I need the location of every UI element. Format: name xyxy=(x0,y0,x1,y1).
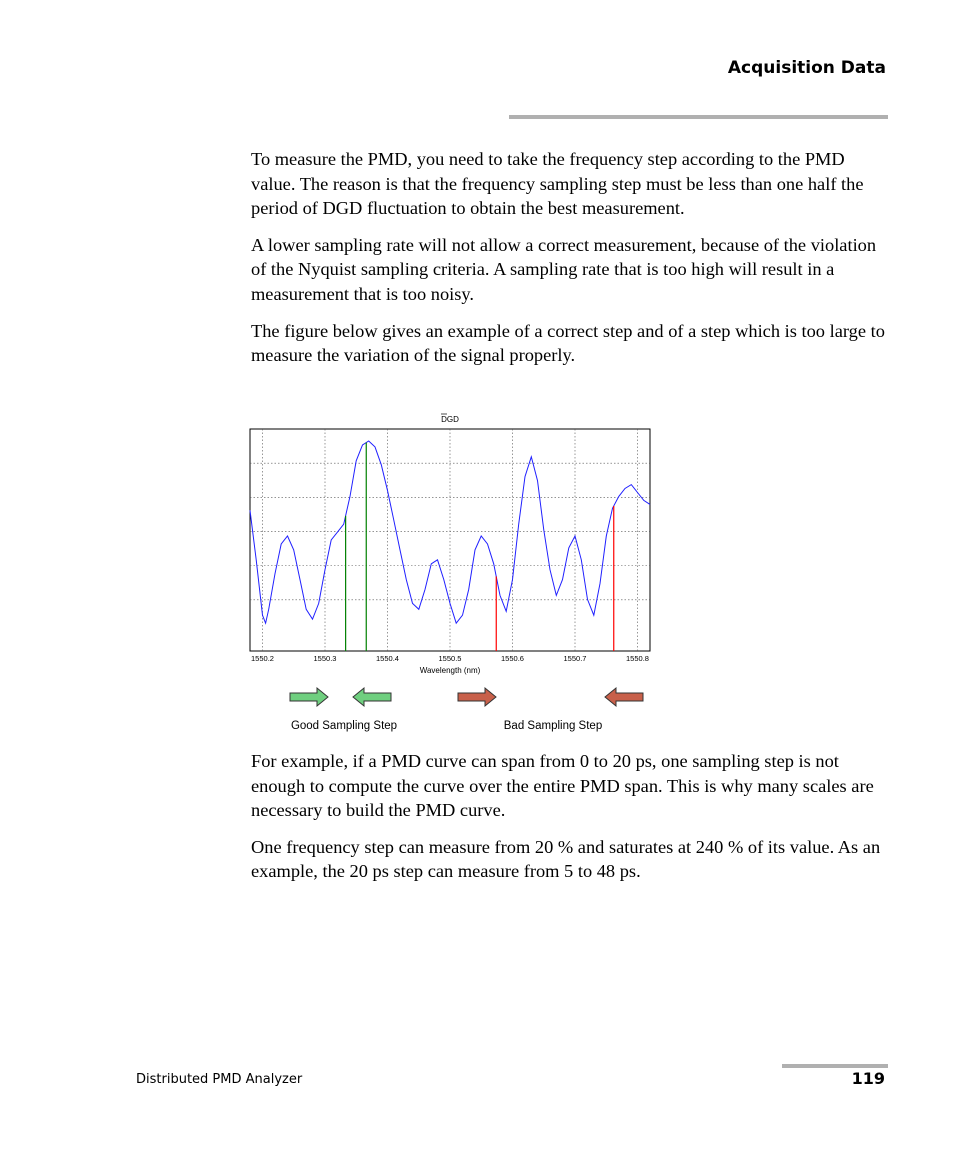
good-left-arrow-icon xyxy=(353,688,391,706)
good-right-arrow-icon xyxy=(290,688,328,706)
x-axis xyxy=(251,654,649,663)
x-tick-label: 1550.8 xyxy=(626,654,649,663)
x-tick-label: 1550.2 xyxy=(251,654,274,663)
dgd-chart xyxy=(244,410,656,740)
footer-document-title: Distributed PMD Analyzer xyxy=(136,1072,303,1087)
text-after-figure xyxy=(251,749,887,896)
paragraph: One frequency step can measure from 20 % and saturates at 240 % of its value. As an example, the 20 ps step can measure from 5 to 48 ps. xyxy=(251,836,881,882)
good-sampling-label: Good Sampling Step xyxy=(290,720,398,732)
page-number: 119 xyxy=(851,1069,885,1088)
page-header-title: Acquisition Data xyxy=(727,58,886,78)
x-tick-label: 1550.6 xyxy=(501,654,524,663)
text-before-figure xyxy=(251,147,887,380)
paragraph: For example, if a PMD curve can span from 0 to 20 ps, one sampling step is not enough to compute the curve over the entire PMD span. This is why many scales are necessary to build the PMD curve. xyxy=(251,751,874,821)
paragraph: To measure the PMD, you need to take the frequency step according to the PMD value. The reason is that the frequency sampling step must be less than one half the period of DGD fluctuation to obtain the best measurement. xyxy=(251,149,864,219)
paragraph: A lower sampling rate will not allow a correct measurement, because of the violation of the Nyquist sampling criteria. A sampling rate that is too high will result in a measurement that is too noisy. xyxy=(251,234,877,304)
x-axis-label: Wavelength (nm) xyxy=(419,666,481,675)
x-tick-label: 1550.3 xyxy=(313,654,337,663)
bad-right-arrow-icon xyxy=(458,688,496,706)
chart-title: DGD xyxy=(441,415,459,424)
x-tick-label: 1550.7 xyxy=(563,654,587,663)
bad-left-arrow-icon xyxy=(605,688,643,706)
step-arrows xyxy=(290,688,643,706)
footer-rule xyxy=(782,1064,888,1068)
header-rule xyxy=(509,115,888,119)
paragraph: The figure below gives an example of a correct step and of a step which is too large to measure the variation of the signal properly. xyxy=(251,320,885,366)
x-tick-label: 1550.4 xyxy=(376,654,399,663)
bad-sampling-label: Bad Sampling Step xyxy=(503,720,603,732)
plot-area xyxy=(250,429,650,651)
sampling-step-figure xyxy=(244,410,656,740)
x-tick-label: 1550.5 xyxy=(438,654,462,663)
